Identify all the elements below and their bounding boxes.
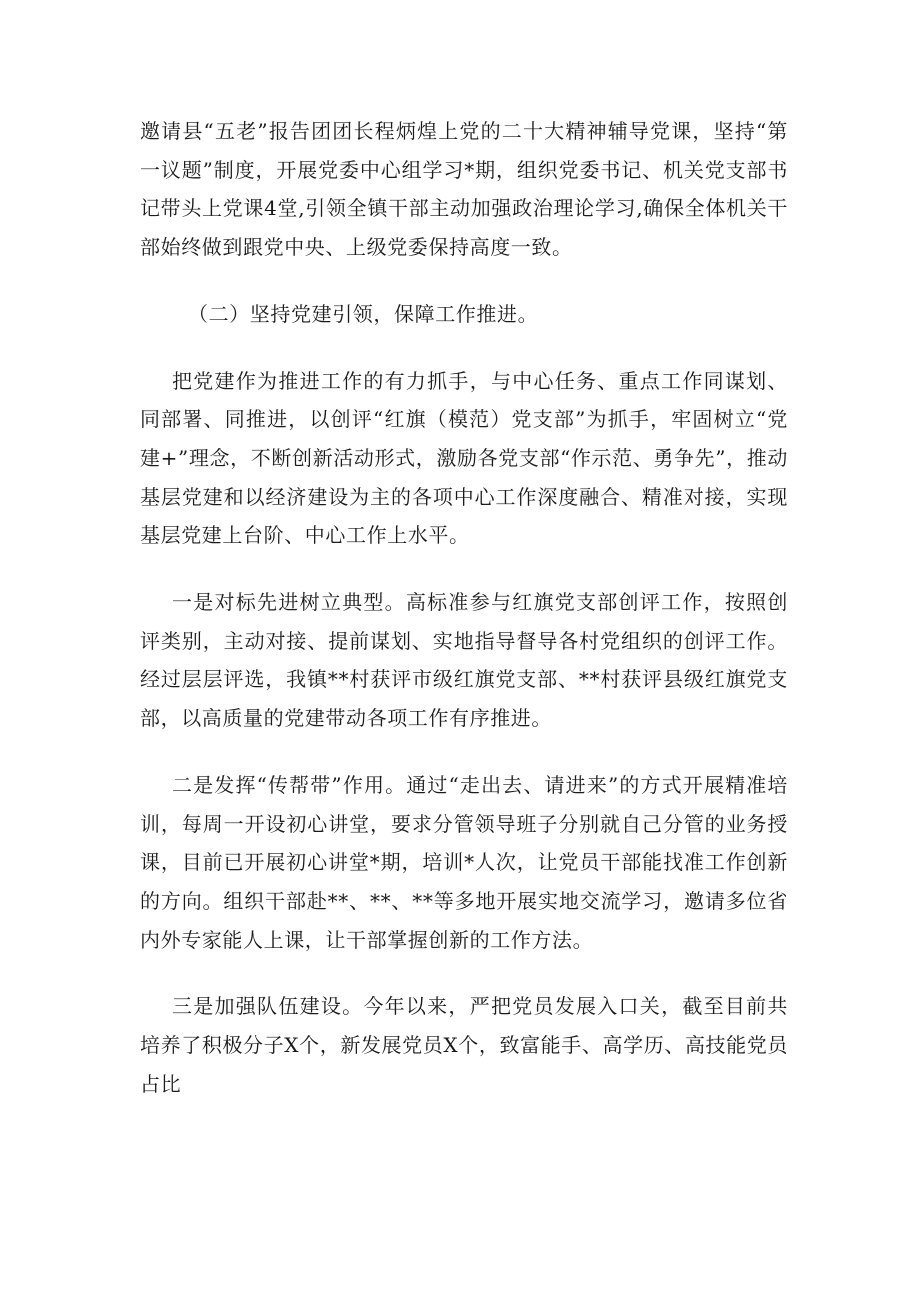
paragraph-item-three: 三是加强队伍建设。今年以来，严把党员发展入口关，截至目前共培养了积极分子X个，新发展党员X个，致富能手、高学历、高技能党员占比 (140, 994, 788, 1096)
paragraph-party-building: 把党建作为推进工作的有力抓手，与中心任务、重点工作同谋划、同部署、同推进，以创评“红旗（模范）党支部”为抓手，牢固树立“党建+”理念，不断创新活动形式，激励各党支部“作示范、勇争先”，推动基层党建和以经济建设为主的各项中心工作深度融合、精准对接，实现基层党建上台阶、中心工作上水平。 (140, 368, 788, 548)
paragraph-intro-continuation: 邀请县“五老”报告团团长程炳煌上党的二十大精神辅导党课，坚持“第一议题”制度，开展党委中心组学习*期，组织党委书记、机关党支部书记带头上党课4堂,引领全镇干部主动加强政治理论学习,确保全体机关干部始终做到跟党中央、上级党委保持高度一致。 (140, 119, 788, 260)
document-page (140, 112, 788, 1103)
paragraph-item-one: 一是对标先进树立典型。高标准参与红旗党支部创评工作，按照创评类别，主动对接、提前谋划、实地指导督导各村党组织的创评工作。经过层层评选，我镇**村获评市级红旗党支部、**村获评县级红旗党支部，以高质量的党建带动各项工作有序推进。 (140, 590, 788, 731)
paragraph-item-two: 二是发挥“传帮带”作用。通过“走出去、请进来”的方式开展精准培训，每周一开设初心讲堂，要求分管领导班子分别就自己分管的业务授课，目前已开展初心讲堂*期，培训*人次，让党员干部能找准工作创新的方向。组织干部赴**、**、**等多地开展实地交流学习，邀请多位省内外专家能人上课，让干部掌握创新的工作方法。 (140, 772, 788, 952)
section-heading: （二）坚持党建引领，保障工作推进。 (188, 301, 539, 326)
